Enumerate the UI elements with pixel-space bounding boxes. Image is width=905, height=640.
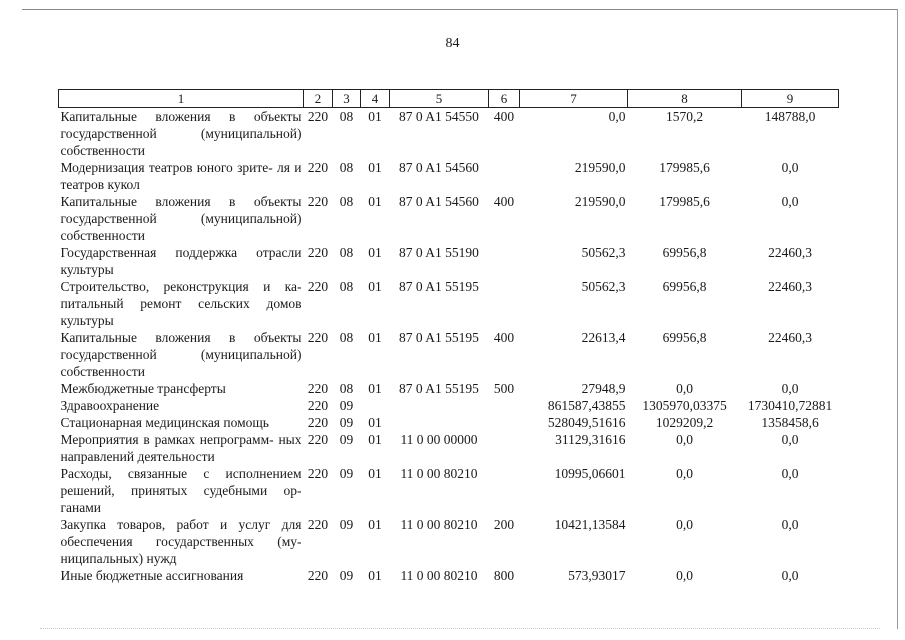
table-row xyxy=(59,159,839,193)
column-header-9: 9 xyxy=(742,90,839,108)
cell-section: 08 xyxy=(339,330,354,345)
cell-expense-type xyxy=(489,159,520,193)
cell-amount-col8: 0,0 xyxy=(676,568,693,583)
cell-subsection: 01 xyxy=(368,381,382,396)
cell-name: Мероприятия в рамках непрограмм- ных направлений деятельности xyxy=(60,432,302,464)
cell-subsection xyxy=(361,397,390,414)
table-row xyxy=(59,244,839,278)
cell-ministry-code: 220 xyxy=(307,330,329,345)
cell-amount-col9: 0,0 xyxy=(781,432,799,447)
cell-amount-col9: 0,0 xyxy=(781,381,799,396)
table-row xyxy=(59,193,839,244)
table-row xyxy=(59,567,839,584)
cell-ministry-code: 220 xyxy=(307,109,329,124)
cell-expense-type: 400 xyxy=(493,109,515,124)
cell-target-article: 11 0 00 80210 xyxy=(400,517,478,532)
column-header-6: 6 xyxy=(489,90,520,108)
page-number: 84 xyxy=(445,36,460,51)
cell-subsection: 01 xyxy=(368,517,382,532)
cell-subsection: 01 xyxy=(368,245,382,260)
cell-amount-col8: 179985,6 xyxy=(659,160,710,175)
cell-amount-col9: 22460,3 xyxy=(768,245,812,260)
cell-section: 09 xyxy=(339,398,354,413)
column-header-5: 5 xyxy=(390,90,489,108)
cell-target-article: 11 0 00 80210 xyxy=(400,466,478,481)
cell-amount-col9: 1358458,6 xyxy=(761,415,819,430)
cell-expense-type xyxy=(489,278,520,329)
cell-target-article: 87 0 A1 55190 xyxy=(399,245,479,260)
budget-table xyxy=(58,89,839,584)
column-header-2: 2 xyxy=(304,90,333,108)
scan-edge-right xyxy=(897,9,898,629)
cell-target-article: 11 0 00 80210 xyxy=(400,568,478,583)
cell-subsection: 01 xyxy=(368,466,382,481)
cell-section: 08 xyxy=(339,109,354,124)
cell-target-article xyxy=(390,414,489,431)
cell-amount-col9: 0,0 xyxy=(781,568,799,583)
table-row xyxy=(59,465,839,516)
column-header-7: 7 xyxy=(520,90,628,108)
cell-section: 09 xyxy=(339,415,354,430)
cell-amount-col7: 0,0 xyxy=(608,109,626,124)
cell-section: 08 xyxy=(339,279,354,294)
cell-amount-col8: 179985,6 xyxy=(659,194,710,209)
cell-amount-col8: 69956,8 xyxy=(662,330,707,345)
cell-target-article: 87 0 A1 55195 xyxy=(399,279,479,294)
cell-subsection: 01 xyxy=(368,568,382,583)
cell-subsection: 01 xyxy=(368,432,382,447)
table-body xyxy=(59,108,839,585)
table-row xyxy=(59,380,839,397)
table-row xyxy=(59,278,839,329)
cell-ministry-code: 220 xyxy=(307,415,329,430)
cell-ministry-code: 220 xyxy=(307,160,329,175)
column-header-1: 1 xyxy=(59,90,304,108)
cell-ministry-code: 220 xyxy=(307,568,329,583)
cell-name: Капитальные вложения в объекты государственной (муниципальной) собственности xyxy=(60,330,302,379)
cell-section: 09 xyxy=(339,517,354,532)
cell-amount-col7: 219590,0 xyxy=(574,194,626,209)
cell-amount-col7: 50562,3 xyxy=(581,279,626,294)
cell-amount-col7: 22613,4 xyxy=(581,330,626,345)
cell-ministry-code: 220 xyxy=(307,194,329,209)
cell-name: Здравоохранение xyxy=(60,398,160,413)
cell-subsection: 01 xyxy=(368,160,382,175)
cell-name: Закупка товаров, работ и услуг для обеспечения государственных (му- ниципальных) нужд xyxy=(60,517,302,566)
cell-target-article: 87 0 A1 55195 xyxy=(399,330,479,345)
cell-expense-type xyxy=(489,397,520,414)
cell-amount-col8: 1029209,2 xyxy=(655,415,714,430)
cell-target-article: 87 0 A1 54560 xyxy=(399,160,479,175)
cell-amount-col7: 10995,06601 xyxy=(554,466,626,481)
cell-expense-type xyxy=(489,431,520,465)
cell-amount-col7: 27948,9 xyxy=(581,381,626,396)
cell-amount-col9: 0,0 xyxy=(781,194,799,209)
cell-amount-col9: 0,0 xyxy=(781,160,799,175)
cell-ministry-code: 220 xyxy=(307,517,329,532)
cell-amount-col9: 0,0 xyxy=(781,517,799,532)
cell-amount-col8: 69956,8 xyxy=(662,245,707,260)
header-row xyxy=(59,90,839,108)
cell-amount-col9: 148788,0 xyxy=(764,109,816,124)
cell-expense-type xyxy=(489,414,520,431)
cell-subsection: 01 xyxy=(368,194,382,209)
cell-section: 09 xyxy=(339,466,354,481)
cell-expense-type xyxy=(489,244,520,278)
cell-amount-col8: 0,0 xyxy=(676,517,693,532)
cell-amount-col8: 0,0 xyxy=(676,466,693,481)
table-row xyxy=(59,108,839,160)
scan-noise-line xyxy=(40,628,880,630)
table-header xyxy=(59,90,839,108)
cell-amount-col9: 0,0 xyxy=(781,466,799,481)
cell-amount-col7: 31129,31616 xyxy=(555,432,626,447)
table-row xyxy=(59,414,839,431)
scan-edge-top xyxy=(22,9,898,10)
column-header-8: 8 xyxy=(628,90,742,108)
cell-subsection: 01 xyxy=(368,415,382,430)
cell-amount-col7: 528049,51616 xyxy=(547,415,626,430)
cell-name: Строительство, реконструкция и ка- питальный ремонт сельских домов культуры xyxy=(60,279,302,328)
column-header-4: 4 xyxy=(361,90,390,108)
table-row xyxy=(59,329,839,380)
cell-section: 08 xyxy=(339,381,354,396)
cell-name: Капитальные вложения в объекты государственной (муниципальной) собственности xyxy=(60,194,302,243)
cell-ministry-code: 220 xyxy=(307,245,329,260)
cell-amount-col8: 0,0 xyxy=(676,381,693,396)
cell-section: 09 xyxy=(339,568,354,583)
cell-target-article: 11 0 00 00000 xyxy=(400,432,478,447)
cell-target-article: 87 0 A1 54560 xyxy=(399,194,479,209)
cell-target-article: 87 0 A1 55195 xyxy=(399,381,479,396)
cell-expense-type: 500 xyxy=(493,381,515,396)
cell-name: Иные бюджетные ассигнования xyxy=(60,568,244,583)
cell-amount-col8: 0,0 xyxy=(676,432,693,447)
cell-name: Государственная поддержка отрасли культуры xyxy=(60,245,302,277)
cell-amount-col9: 22460,3 xyxy=(768,279,812,294)
cell-amount-col7: 10421,13584 xyxy=(554,517,626,532)
cell-subsection: 01 xyxy=(368,330,382,345)
cell-name: Модернизация театров юного зрите- ля и театров кукол xyxy=(60,160,302,192)
cell-ministry-code: 220 xyxy=(307,432,329,447)
cell-amount-col8: 1305970,03375 xyxy=(642,398,727,413)
cell-amount-col8: 69956,8 xyxy=(662,279,707,294)
cell-section: 09 xyxy=(339,432,354,447)
cell-target-article: 87 0 A1 54550 xyxy=(399,109,479,124)
cell-subsection: 01 xyxy=(368,109,382,124)
cell-section: 08 xyxy=(339,245,354,260)
table-row xyxy=(59,516,839,567)
table-row xyxy=(59,397,839,414)
cell-section: 08 xyxy=(339,160,354,175)
cell-expense-type: 400 xyxy=(493,194,515,209)
cell-amount-col9: 1730410,72881 xyxy=(747,398,833,413)
cell-amount-col7: 573,93017 xyxy=(568,568,626,583)
cell-name: Межбюджетные трансферты xyxy=(60,381,226,396)
cell-amount-col9: 22460,3 xyxy=(768,330,812,345)
cell-ministry-code: 220 xyxy=(307,279,329,294)
cell-ministry-code: 220 xyxy=(307,466,329,481)
cell-amount-col7: 50562,3 xyxy=(581,245,626,260)
table-row xyxy=(59,431,839,465)
cell-expense-type: 800 xyxy=(493,568,515,583)
cell-subsection: 01 xyxy=(368,279,382,294)
cell-expense-type: 200 xyxy=(493,517,515,532)
cell-section: 08 xyxy=(339,194,354,209)
cell-expense-type: 400 xyxy=(493,330,515,345)
cell-amount-col8: 1570,2 xyxy=(665,109,704,124)
cell-expense-type xyxy=(489,465,520,516)
cell-name: Капитальные вложения в объекты государственной (муниципальной) собственности xyxy=(60,109,302,158)
cell-ministry-code: 220 xyxy=(307,398,329,413)
cell-target-article xyxy=(390,397,489,414)
cell-ministry-code: 220 xyxy=(307,381,329,396)
cell-amount-col7: 219590,0 xyxy=(574,160,626,175)
cell-name: Стационарная медицинская помощь xyxy=(60,415,269,430)
cell-amount-col7: 861587,43855 xyxy=(547,398,626,413)
column-header-3: 3 xyxy=(333,90,361,108)
cell-name: Расходы, связанные с исполнением решений, принятых судебными ор- ганами xyxy=(60,466,302,515)
